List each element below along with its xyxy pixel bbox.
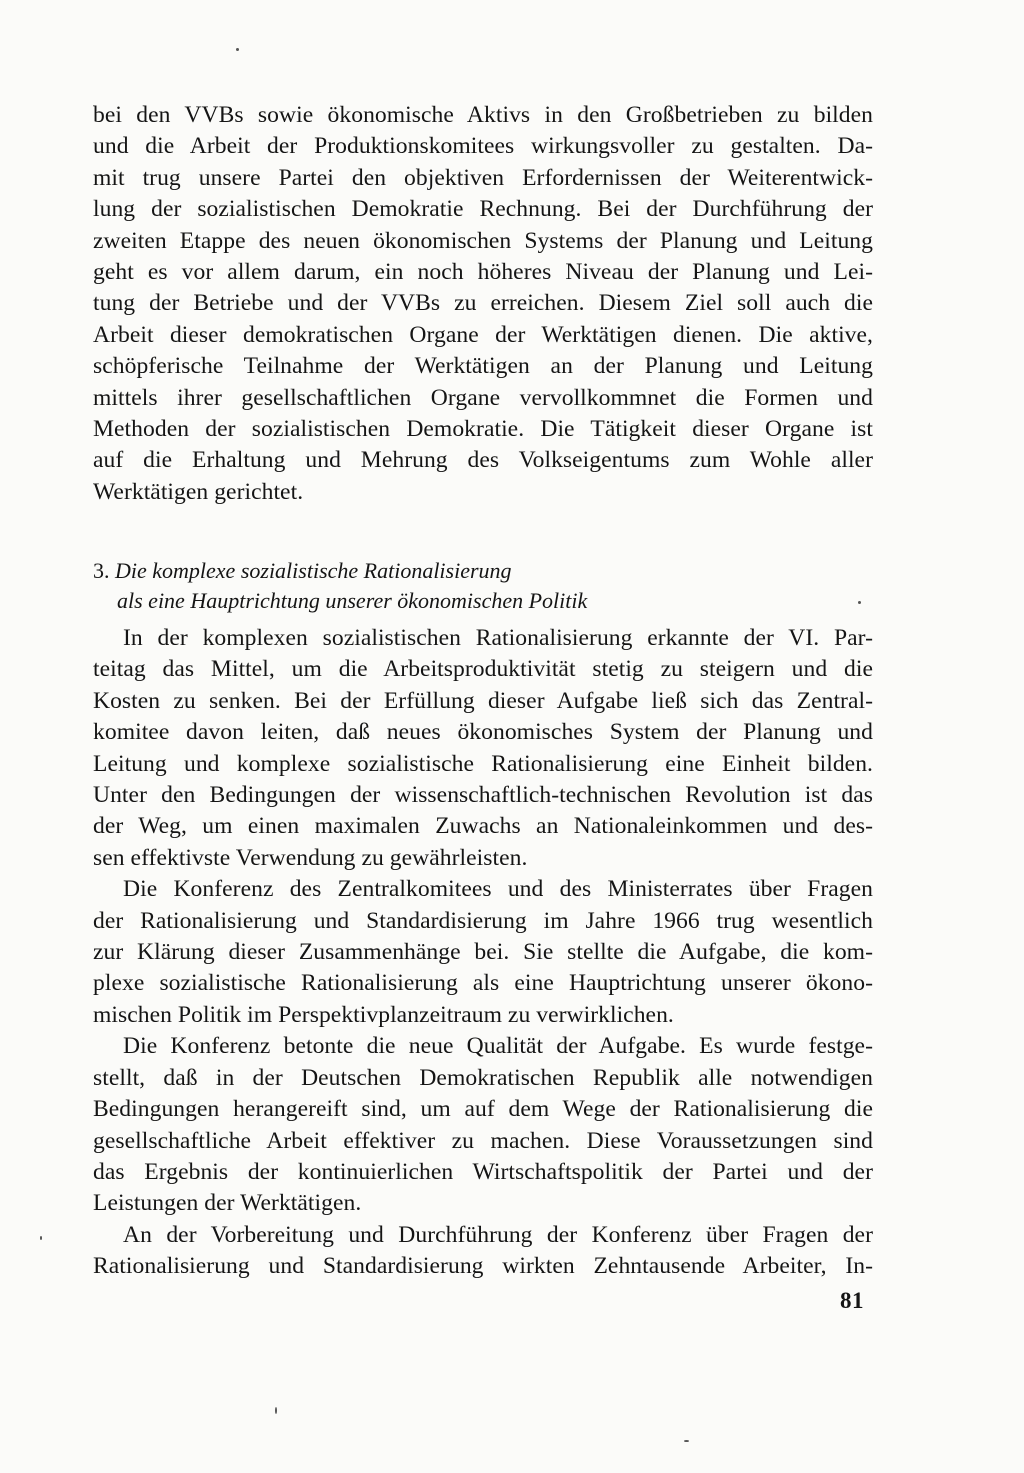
text-line: tung der Betriebe und der VVBs zu erreichen. Diesem Ziel soll auch die (93, 290, 873, 317)
text-line: schöpferische Teilnahme der Werktätigen an der Planung und Leitung (93, 353, 873, 380)
text-line: plexe sozialistische Rationalisierung als eine Hauptrichtung unserer ökono- (93, 970, 873, 997)
section-heading-line-1 (93, 556, 587, 586)
text-line: mischen Politik im Perspektivplanzeitraum zu verwirklichen. (93, 1001, 674, 1028)
scan-speck (858, 601, 861, 604)
paragraph-1 (93, 100, 873, 508)
scan-speck (40, 1236, 42, 1240)
text-line: Unter den Bedingungen der wissenschaftlich-technischen Revolution ist das (93, 782, 873, 809)
section-title-part-2: als eine Hauptrichtung unserer ökonomischen Politik (117, 588, 588, 613)
text-line: Die Konferenz betonte die neue Qualität der Aufgabe. Es wurde festge- (123, 1033, 873, 1060)
text-line: gesellschaftliche Arbeit effektiver zu machen. Diese Voraussetzungen sind (93, 1127, 873, 1154)
text-line: der Weg, um einen maximalen Zuwachs an Nationaleinkommen und des- (93, 813, 873, 840)
text-line: bei den VVBs sowie ökonomische Aktivs in den Großbetrieben zu bilden (93, 102, 873, 128)
text-line: Arbeit dieser demokratischen Organe der Werktätigen dienen. Die aktive, (93, 321, 873, 348)
text-line: sen effektivste Verwendung zu gewährleisten. (93, 844, 528, 871)
text-line: teitag das Mittel, um die Arbeitsproduktivität stetig zu steigern und die (93, 656, 873, 683)
text-line: Methoden der sozialistischen Demokratie. Die Tätigkeit dieser Organe ist (93, 416, 873, 443)
text-line: Bedingungen herangereift sind, um auf dem Wege der Rationalisierung die (93, 1096, 873, 1123)
text-line: der Rationalisierung und Standardisierung im Jahre 1966 trug wesentlich (93, 907, 873, 934)
text-line: An der Vorbereitung und Durchführung der Konferenz über Fragen der (123, 1221, 873, 1248)
text-line: Leitung und komplexe sozialistische Rationalisierung eine Einheit bilden. (93, 750, 873, 777)
text-line: komitee davon leiten, daß neues ökonomisches System der Planung und (93, 719, 873, 746)
paragraphs-body (93, 623, 873, 1283)
scan-speck (684, 1440, 689, 1442)
text-line: zur Klärung dieser Zusammenhänge bei. Sie stellte die Aufgabe, die kom- (93, 939, 873, 966)
text-line: geht es vor allem darum, ein noch höheres Niveau der Planung und Lei- (93, 259, 873, 286)
text-line: mit trug unsere Partei den objektiven Erfordernissen der Weiterentwick- (93, 164, 873, 191)
text-line: Rationalisierung und Standardisierung wirkten Zehntausende Arbeiter, In- (93, 1253, 873, 1280)
text-line: zweiten Etappe des neuen ökonomischen Systems der Planung und Leitung (93, 227, 873, 254)
text-line: Die Konferenz des Zentralkomitees und des Ministerrates über Fragen (123, 876, 873, 903)
text-line: Werktätigen gerichtet. (93, 478, 304, 505)
text-line: stellt, daß in der Deutschen Demokratischen Republik alle notwendigen (93, 1064, 873, 1091)
text-line: lung der sozialistischen Demokratie Rechnung. Bei der Durchführung der (93, 196, 873, 223)
text-line: auf die Erhaltung und Mehrung des Volkseigentums zum Wohle aller (93, 447, 873, 474)
section-title-part-1: Die komplexe sozialistische Rationalisierung (115, 558, 512, 583)
page-number: 81 (840, 1288, 864, 1313)
section-heading (93, 556, 587, 616)
scan-speck (236, 48, 239, 51)
section-number: 3. (93, 558, 110, 583)
text-line: In der komplexen sozialistischen Rationalisierung erkannte der VI. Par- (123, 625, 873, 651)
text-line: mittels ihrer gesellschaftlichen Organe vervollkommnet die Formen und (93, 384, 873, 411)
text-line: Leistungen der Werktätigen. (93, 1190, 362, 1217)
text-line: und die Arbeit der Produktionskomitees wirkungsvoller zu gestalten. Da- (93, 133, 873, 160)
text-line: das Ergebnis der kontinuierlichen Wirtschaftspolitik der Partei und der (93, 1158, 873, 1185)
scan-speck (275, 1407, 277, 1414)
text-line: Kosten zu senken. Bei der Erfüllung dieser Aufgabe ließ sich das Zentral- (93, 687, 873, 714)
